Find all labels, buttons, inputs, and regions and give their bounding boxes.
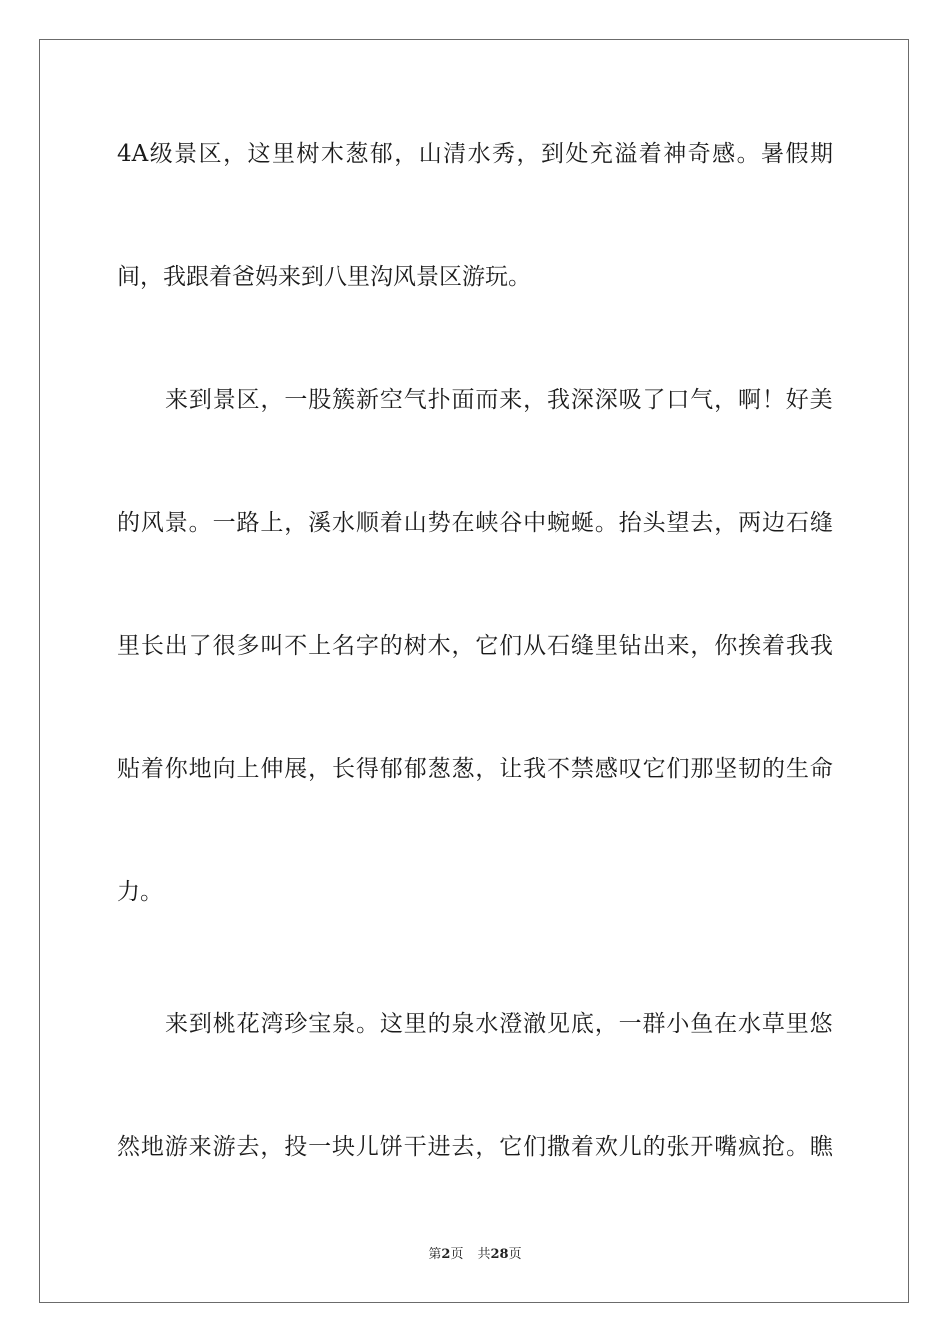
- text-line-2: 间，我跟着爸妈来到八里沟风景区游玩。: [117, 264, 531, 290]
- page-border: [39, 39, 909, 1303]
- text-line-4: 的 风 景 。 一 路 上 ， 溪 水 顺 着 山 势 在 峡 谷 中 蜿 蜒 。 抬 头 望 去 ， 两 边 石 缝: [117, 510, 833, 536]
- page-prefix: 第: [428, 1247, 442, 1262]
- text-line-1: 4A 级 景 区 ， 这 里 树 木 葱 郁 ， 山 清 水 秀 ， 到 处 充 溢 着 神 奇 感 。 暑 假 期: [117, 141, 833, 167]
- total-pages: 28: [490, 1247, 509, 1262]
- total-prefix: 共: [477, 1247, 491, 1262]
- text-line-9: 然 地 游 来 游 去 ， 投 一 块 儿 饼 干 进 去 ， 它 们 撒 着 欢 儿 的 张 开 嘴 疯 抢 。 瞧: [117, 1134, 833, 1160]
- page-footer: [0, 1247, 950, 1263]
- text-line-3: 来 到 景 区 ， 一 股 簇 新 空 气 扑 面 而 来 ， 我 深 深 吸 了 口 气 ， 啊 ！ 好 美: [165, 387, 833, 413]
- text-line-7: 力。: [117, 879, 163, 905]
- text-line-5: 里 长 出 了 很 多 叫 不 上 名 字 的 树 木 ， 它 们 从 石 缝 里 钻 出 来 ， 你 挨 着 我 我: [117, 633, 833, 659]
- text-line-8: 来 到 桃 花 湾 珍 宝 泉 。 这 里 的 泉 水 澄 澈 见 底 ， 一 群 小 鱼 在 水 草 里 悠: [165, 1011, 833, 1037]
- page-number: 2: [441, 1247, 451, 1262]
- total-suffix: 页: [508, 1247, 522, 1262]
- page-suffix: 页: [450, 1247, 464, 1262]
- text-line-6: 贴 着 你 地 向 上 伸 展 ， 长 得 郁 郁 葱 葱 ， 让 我 不 禁 感 叹 它 们 那 坚 韧 的 生 命: [117, 756, 833, 782]
